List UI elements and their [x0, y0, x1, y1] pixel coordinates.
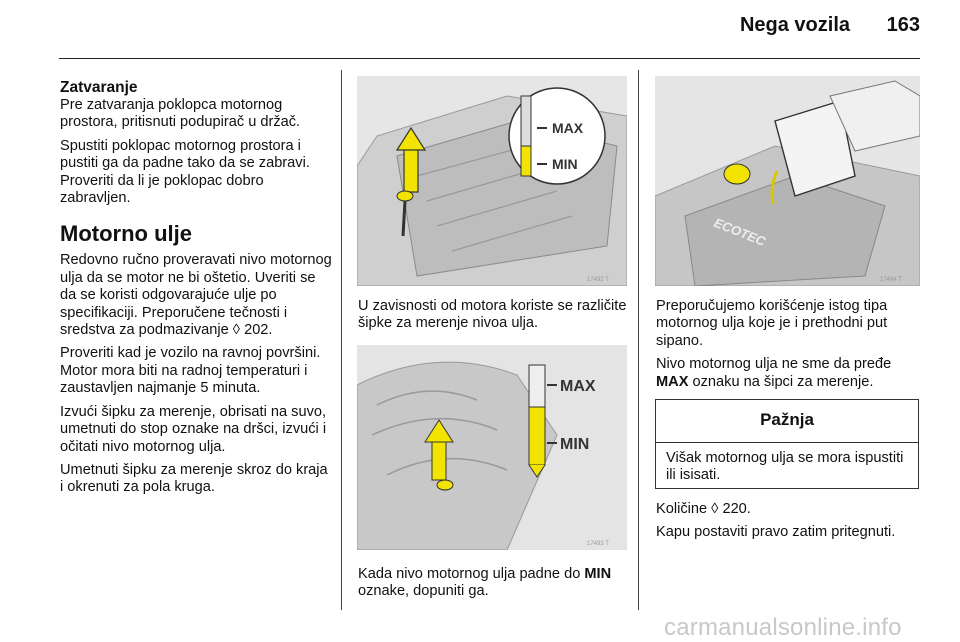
caution-body: Višak motornog ulja se mora ispustiti ili isisati. [666, 450, 904, 484]
section-heading-engine-oil: Motorno ulje [60, 221, 192, 247]
page-reference[interactable]: 220. [722, 501, 751, 517]
watermark: carmanualsonline.info [664, 614, 902, 641]
header-rule [59, 58, 920, 59]
page-number: 163 [886, 14, 920, 36]
figure-dipstick-min-max [357, 345, 627, 550]
figure-number: 17492 T [587, 277, 609, 283]
min-mark-label: MIN [560, 436, 590, 453]
figure-oil-filling [655, 76, 920, 286]
caution-title: Pažnja [656, 400, 918, 443]
paragraph: Izvući šipku za merenje, obrisati na suvo, umetnuti do stop oznake na dršci, izvući i očitati nivo motornog ulja. [60, 403, 327, 455]
caption-1: U zavisnosti od motora koriste se različite šipke za merenje nivoa ulja. [358, 298, 627, 332]
section-heading-closing: Zatvaranje [60, 79, 138, 96]
min-label: MIN [584, 566, 612, 582]
running-header-title: Nega vozila [739, 14, 850, 36]
caption-2: Kada nivo motornog ulja padne do MIN oznake, dopuniti ga. [358, 566, 612, 600]
paragraph: Redovno ručno proveravati nivo motornog ulja da se motor ne bi oštetio. Uveriti se da se koristi odgovarajuće ulje po specifikaciji. Preporučene tečnosti i sredstva za podmazivanje ◊ 202. [60, 252, 332, 339]
max-mark-label: MAX [560, 378, 596, 395]
column-right-text [656, 298, 920, 397]
engine-brand-label: ECOTEC [711, 214, 768, 250]
paragraph: Kapu postaviti pravo zatim pritegnuti. [656, 524, 896, 541]
column-divider [341, 70, 342, 610]
paragraph: Pre zatvaranja poklopca motornog prostora, pritisnuti podupirač u držač. [60, 97, 301, 131]
dipstick-illustration [357, 345, 627, 550]
paragraph: Nivo motornog ulja ne sme da pređe MAX oznaku na šipci za merenje. [656, 356, 892, 390]
page-reference[interactable]: 202. [244, 322, 273, 339]
paragraph: Količine ◊ 220. [656, 501, 751, 517]
figure-dipstick-check [357, 76, 627, 286]
column-divider [638, 70, 639, 610]
column-right-bottom [656, 501, 920, 548]
paragraph: Proveriti kad je vozilo na ravnoj površini. Motor mora biti na radnoj temperaturi i zaustavljen najmanje 5 minuta. [60, 345, 321, 397]
oil-filling-illustration [655, 76, 920, 286]
paragraph: Spustiti poklopac motornog prostora i pustiti ga da padne tako da se zabravi. Proveriti da li je poklopac dobro zabravljen. [60, 137, 310, 207]
min-mark-label: MIN [552, 156, 578, 172]
ref-icon: ◊ [711, 501, 719, 517]
max-label: MAX [656, 373, 689, 390]
paragraph: Preporučujemo korišćenje istog tipa motornog ulja koje je i prethodni put sipano. [656, 298, 888, 349]
paragraph: Umetnuti šipku za merenje skroz do kraja i okrenuti za pola kruga. [60, 461, 328, 496]
figure-number: 17494 T [880, 277, 902, 283]
figure-number: 17493 T [587, 541, 609, 547]
ref-icon: ◊ [232, 322, 241, 339]
caution-box [655, 399, 919, 489]
engine-illustration [357, 76, 627, 286]
column-left [60, 79, 332, 503]
max-mark-label: MAX [552, 120, 584, 136]
